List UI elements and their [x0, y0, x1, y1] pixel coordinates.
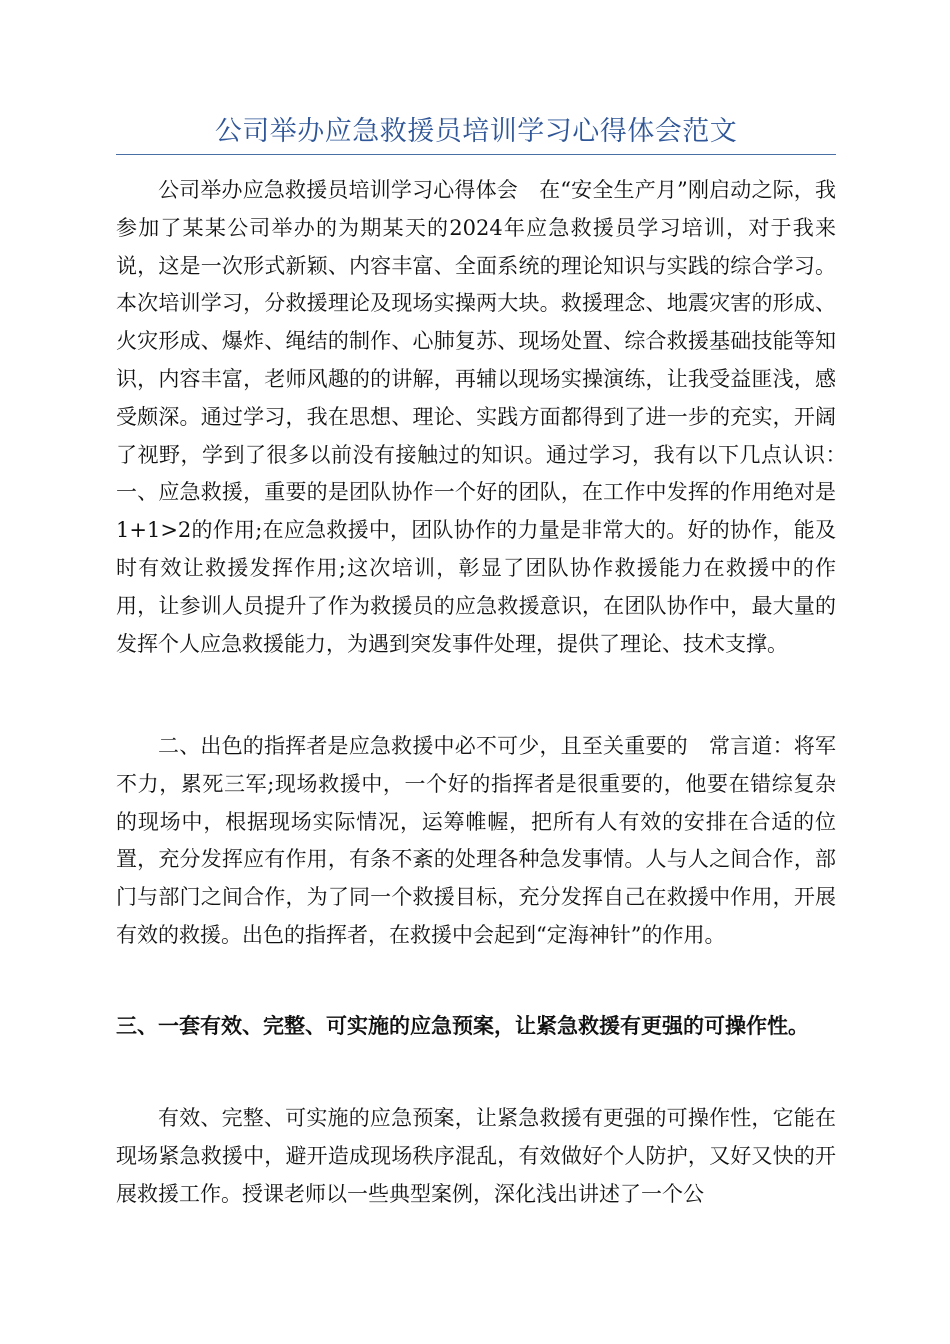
paragraph-2: 二、出色的指挥者是应急救援中必不可少，且至关重要的 常言道：将军不力，累死三军;现场救援中，一个好的指挥者是很重要的，他要在错综复杂的现场中，根据现场实际情况，运筹帷幄，把所有人有效的安排在合适的位置，充分发挥应有作用，有条不紊的处理各种急发事情。人与人之间合作，部门与部门之间合作，为了同一个救援目标，充分发挥自己在救援中作用，开展有效的救援。出色的指挥者，在救援中会起到“定海神针”的作用。: [116, 734, 836, 947]
paragraph-1: 公司举办应急救援员培训学习心得体会 在“安全生产月”刚启动之际，我参加了某某公司举办的为期某天的2024年应急救援员学习培训，对于我来说，这是一次形式新颖、内容丰富、全面系统的理论知识与实践的综合学习。本次培训学习，分救援理论及现场实操两大块。救援理念、地震灾害的形成、火灾形成、爆炸、绳结的制作、心肺复苏、现场处置、综合救援基础技能等知识，内容丰富，老师风趣的的讲解，再辅以现场实操演练，让我受益匪浅，感受颇深。通过学习，我在思想、理论、实践方面都得到了进一步的充实，开阔了视野，学到了很多以前没有接触过的知识。通过学习，我有以下几点认识： 一、应急救援，重要的是团队协作一个好的团队，在工作中发挥的作用绝对是1+1>2的作用;在应急救援中，团队协作的力量是非常大的。好的协作，能及时有效让救援发挥作用;这次培训，彰显了团队协作救援能力在救援中的作用，让参训人员提升了作为救援员的应急救援意识，在团队协作中，最大量的发挥个人应急救援能力，为遇到突发事件处理，提供了理论、技术支撑。: [116, 178, 857, 656]
section-heading-3: 三、一套有效、完整、可实施的应急预案，让紧急救援有更强的可操作性。: [116, 1014, 809, 1038]
document-title: 公司举办应急救援员培训学习心得体会范文: [214, 116, 738, 147]
title-underline: [116, 154, 836, 155]
paragraph-4: 有效、完整、可实施的应急预案，让紧急救援有更强的可操作性，它能在现场紧急救援中，避开造成现场秩序混乱，有效做好个人防护，又好又快的开展救援工作。授课老师以一些典型案例，深化浅出讲述了一个公: [116, 1106, 836, 1206]
